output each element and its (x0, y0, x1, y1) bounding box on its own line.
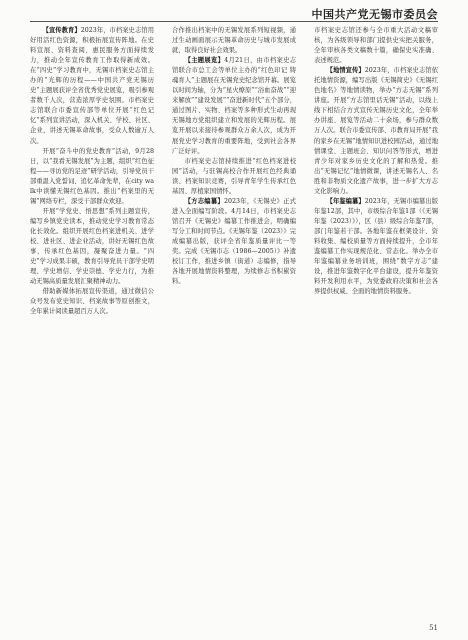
section-tag: 【年鉴编纂】 (326, 197, 365, 205)
text-column-3 (314, 26, 438, 616)
paragraph-text: 开展“学党史、悟思想”系列主题宣传，编写乡镇党史读本，推动党史学习教育常态化长效化。组织开展红色档案进机关、进学校、进社区、进企业活动，讲好无锡红色故事，传承红色基因，凝聚奋进力量。“四史”学习成果丰硕，教育引导党员干部学史明理、学史增信、学史崇德、学史力行，为推动无锡高质量发展汇聚精神动力。 (30, 207, 154, 286)
paragraph (314, 197, 438, 297)
section-tag: 【主题展览】 (184, 57, 225, 65)
paragraph (314, 66, 438, 197)
body-columns (30, 26, 438, 616)
section-tag: 【地情宣传】 (326, 67, 365, 75)
paragraph (172, 56, 296, 156)
paragraph-text: 2023年，无锡市编纂出版年鉴12部，其中，市级综合年鉴1部（《无锡年鉴（2023）》），区（县）级综合年鉴7部，部门年鉴若干部。各地年鉴在框架设计、资料收集、编校质量等方面持续提升，全市年鉴编纂工作实现规范化、常态化。举办全市年鉴编纂业务培训班，围绕“数字方志”建设，推进年鉴数字化平台建设，提升年鉴资料开发利用水平，为党委政府决策和社会各界提供权威、全面的地情资料服务。 (314, 197, 438, 296)
text-column-1 (30, 26, 154, 616)
paragraph-text: 借助新媒体拓展宣传渠道，通过微信公众号发布党史知识、档案故事等原创推文，全年累计阅读量超百万人次。 (30, 288, 154, 316)
paragraph (172, 26, 296, 56)
section-tag: 【方志编纂】 (184, 197, 224, 205)
paragraph (30, 147, 154, 207)
paragraph-text: 2023年，市档案史志馆依托地情资源，编写出版《无锡简史》《无锡红色地名》等地情读物，举办“方志无锡”系列讲座。开展“方志馆里话无锡”活动，以线上线下相结合方式宣传无锡历史文化，全年举办讲座、展览等活动二十余场，参与群众数万人次。联合市委宣传部、市教育局开展“我的家乡在无锡”地情知识进校园活动，通过地情课堂、主题班会、知识问答等形式，增进青少年对家乡历史文化的了解和热爱。推出“无锡记忆”地情微课，讲述无锡名人、名胜和非物质文化遗产故事，进一步扩大方志文化影响力。 (314, 67, 438, 195)
text-column-2 (172, 26, 296, 616)
paragraph-text: 2023年，市档案史志馆用好用活红色资源，积极拓展宣传阵地。在史料宣展、资料查阅、惠民服务方面持续发力，推动全年宣传教育工作取得新成效。在“四史”学习教育中，无锡市档案史志馆主办的“光辉的历程——中国共产党无锡历史”主题展获评全省优秀党史展览，吸引参观者数千人次，营造浓厚学史氛围。市档案史志馆联合市委宣传部等单位开展“红色记忆”系列宣讲活动，深入机关、学校、社区、企业，讲述无锡革命故事，受众人数逾万人次。 (30, 27, 154, 145)
paragraph (172, 197, 296, 287)
paragraph (314, 26, 438, 66)
section-tag: 【宣传教育】 (42, 27, 81, 34)
paragraph-text: 4月21日，由市档案史志馆联合市总工会等单位主办的“红色印记 铸魂育人”主题展在无锡党史纪念馆开幕。展览以时间为轴，分为“星火燎原”“浴血奋战”“迎来解放”“建设发展”“奋进新时代”五个部分，通过图片、实物、档案等多种形式生动再现无锡地方党组织建立和发展的光辉历程。展览开展以来接待参观群众万余人次，成为开展党史学习教育的重要阵地，受到社会各界广泛好评。 (172, 57, 296, 155)
paragraph (30, 287, 154, 317)
paragraph-text: 市档案史志馆持续推进“红色档案进校园”活动，与驻锡高校合作开展红色经典诵读、档案知识竞赛，引导青年学生传承红色基因、厚植家国情怀。 (172, 157, 296, 195)
paragraph (30, 26, 154, 147)
paragraph (30, 207, 154, 287)
paragraph-text: 2023年，《无锡史》正式进入全面编写阶段。4月14日，市档案史志馆召开《无锡史》编纂工作推进会，明确编写分工和时间节点。《无锡年鉴（2023）》完成编纂出版，获评全省年鉴质量评比一等奖。完成《无锡市志（1986—2005）》补遗校订工作，推进乡镇（街道）志编修，指导各地开展地情资料整理，为续修志书积累资料。 (172, 197, 296, 286)
paragraph-text: 合作推出档案中的无锡发展系列短视频，通过生动画面展示无锡革命历史与城市发展成就，取得良好社会效果。 (172, 27, 296, 55)
paragraph (172, 157, 296, 197)
paragraph-text: 开展“奋斗中的党史教育”活动，9月28日，以“我看无锡发展”为主题，组织“红色征程——寻访党的足迹”研学活动，引导党员干部重温入党誓词、追忆革命先辈，在city walk中读懂无锡红色基因。推出“档案里的无锡”网络专栏，深受干部群众欢迎。 (30, 147, 154, 205)
header-divider (30, 21, 438, 22)
page-number: 51 (429, 624, 438, 632)
running-header-title: 中国共产党无锡市委员会 (311, 8, 438, 21)
paragraph-text: 市档案史志馆还参与全市重大活动文稿审核，为各级领导和部门提供史实把关服务，全年审核各类文稿数十篇，确保史实准确、表述规范。 (314, 27, 438, 65)
